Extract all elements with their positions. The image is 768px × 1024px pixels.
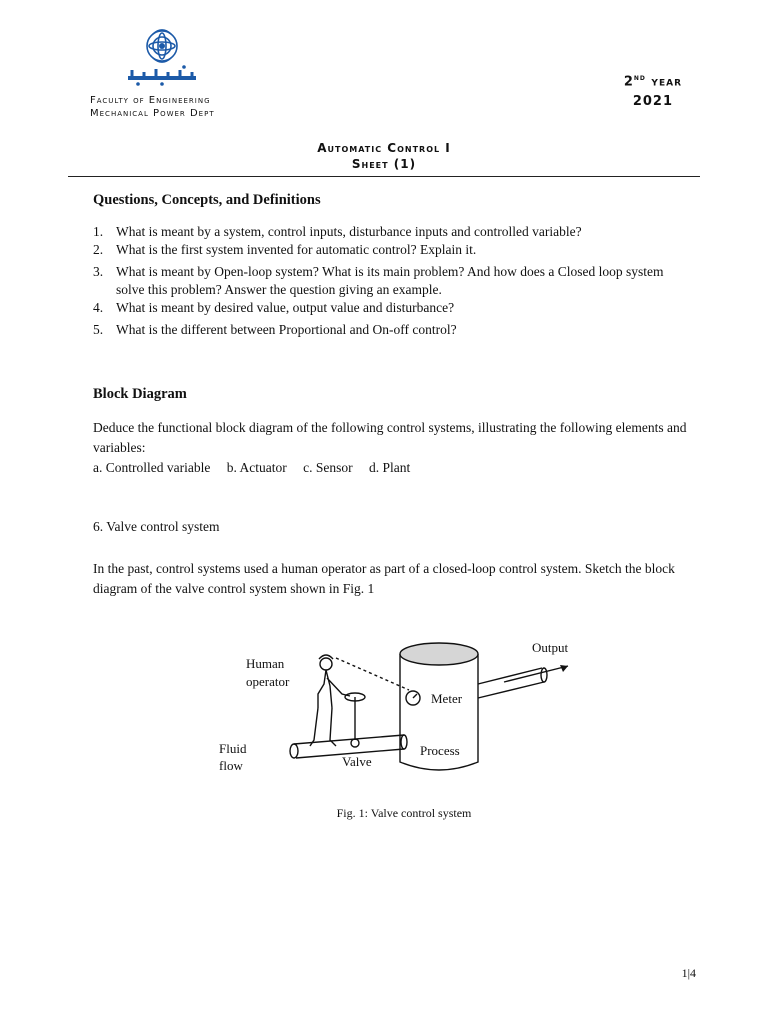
block-diagram-heading: Block Diagram (93, 386, 187, 402)
sheet-title: Sheet (1) (351, 157, 417, 171)
meter-label: Meter (431, 691, 463, 706)
year-number: 2021 (632, 94, 674, 110)
list-item: 2. What is the first system invented for automatic control? Explain it. (93, 242, 477, 257)
university-logo (122, 22, 202, 94)
faculty-info (90, 94, 215, 120)
department-name: Mechanical Power Dept (90, 108, 215, 119)
questions-heading: Questions, Concepts, and Definitions (93, 192, 321, 208)
list-item: 4. What is meant by desired value, output value and disturbance? (93, 300, 455, 315)
list-item: 1. What is meant by a system, control inputs, disturbance inputs and controlled variable? (93, 224, 582, 239)
questions-list (93, 223, 693, 339)
valve-control-figure (214, 632, 576, 790)
figure-caption: Fig. 1: Valve control system (336, 806, 472, 820)
element-item: b. Actuator (226, 460, 287, 475)
process-label: Process (420, 743, 460, 758)
human-label: Human (246, 656, 285, 671)
block-diagram-intro: Deduce the functional block diagram of the following control systems, illustrating the following elements and variables: (93, 420, 687, 455)
logo-emblem-icon (122, 22, 202, 94)
course-title: Automatic Control I (317, 141, 451, 155)
element-item: c. Sensor (303, 460, 353, 475)
header-divider (68, 176, 700, 177)
elements-list (93, 458, 693, 478)
academic-year: 2nd year (623, 73, 682, 90)
list-item: 5. What is the different between Proportional and On-off control? (93, 322, 457, 337)
element-item: a. Controlled variable (93, 460, 211, 475)
element-item: d. Plant (368, 460, 411, 475)
valve-control-diagram (214, 632, 576, 790)
list-item: 3. What is meant by Open-loop system? What is its main problem? And how does a Closed loop system solve this problem? Answer the question giving an example. (93, 264, 664, 297)
operator-label: operator (246, 674, 290, 689)
valve-system-subheading: 6. Valve control system (93, 519, 220, 534)
year-block (624, 68, 682, 112)
page-number: 1|4 (681, 966, 696, 980)
output-label: Output (532, 640, 569, 655)
valve-label: Valve (342, 754, 372, 769)
fluid-label: Fluid (219, 741, 247, 756)
document-title (0, 140, 768, 172)
flow-label: flow (219, 758, 243, 773)
faculty-name: Faculty of Engineering (90, 95, 211, 106)
valve-system-description: In the past, control systems used a human operator as part of a closed-loop control system. Sketch the block diagram of the valve control system shown in Fig. 1 (93, 561, 675, 596)
